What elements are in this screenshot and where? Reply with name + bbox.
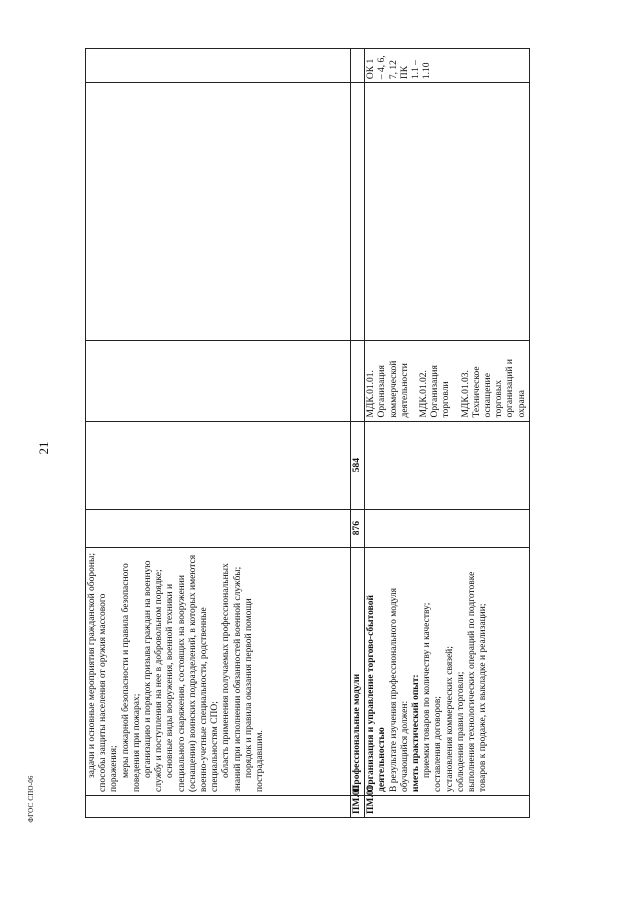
hours-mandatory-cell — [86, 421, 351, 509]
hours-total-cell — [365, 509, 530, 547]
page-number: 21 — [36, 441, 51, 455]
hours-total-cell — [86, 509, 351, 547]
content-heading: иметь практический опыт: — [411, 674, 422, 792]
content-line: меры пожарной безопасности и правила безопасного поведения при пожарах; — [120, 563, 142, 792]
content-cell — [86, 547, 351, 795]
table-row-civil-defense — [86, 49, 351, 818]
content-cell — [365, 547, 530, 795]
rotated-table-area — [85, 48, 527, 818]
content-item: приемки товаров по количеству и качеству; — [422, 602, 433, 778]
content-item: соблюдения правил торговли; — [455, 671, 466, 792]
landscape-table-wrapper — [85, 48, 527, 818]
blank-cell — [86, 83, 351, 341]
table-row-pm01 — [365, 49, 530, 818]
discipline-cell — [86, 341, 351, 421]
content-item: установления коммерческих связей; — [444, 646, 455, 792]
competency-ok: ОК 1 – 4, 6, 7, 12 — [366, 55, 399, 80]
mdk-item: МДК.01.03. Техническое оснащение торговых организаций и охрана — [460, 359, 527, 418]
mdk-item: МДК.01.02. Организация торговли — [419, 365, 452, 418]
module-title: Организация и управление торгово-сбытовой деятельностью — [366, 595, 388, 792]
blank-cell — [365, 83, 530, 341]
blank-cell — [351, 83, 365, 341]
module-title: Профессиональные модули — [351, 547, 365, 795]
content-line: задачи и основные мероприятия гражданской обороны; способы защиты населения от оружия массового поражения; — [87, 553, 120, 792]
content-line: порядок и правила оказания первой помощи пострадавшим. — [243, 598, 266, 792]
content-intro: В результате изучения профессионального модуля обучающийся должен: — [388, 588, 410, 792]
module-code: ПМ.00 — [351, 795, 365, 817]
competency-cell — [365, 49, 530, 83]
content-line: основные виды вооружения, военной техники и специального снаряжения, состоящих на вооружении (оснащении) воинских подразделений, в которых имеются военно-учетные специальности, родственные специальностям СПО; — [165, 554, 221, 792]
content-item: выполнения технологических операций по подготовке товаров к продаже, их выкладке и реализации; — [467, 571, 489, 792]
hours-mandatory: 584 — [351, 421, 365, 509]
discipline-cell — [351, 341, 365, 421]
content-line: область применения получаемых профессиональных знаний при исполнении обязанностей военной службы; — [221, 563, 243, 792]
hours-total: 876 — [351, 509, 365, 547]
competency-pk: ПК 1.1 – 1.10 — [399, 60, 433, 80]
content-line: организацию и порядок призыва граждан на военную службу и поступления на нее в добровольном порядке; — [143, 560, 165, 792]
competency-cell — [86, 49, 351, 83]
hours-mandatory-cell — [365, 421, 530, 509]
content-item: составления договоров; — [433, 696, 444, 792]
table-row-pm00 — [351, 49, 365, 818]
footer-standard-code: ФГОС СПО-06 — [27, 775, 35, 823]
competency-cell — [351, 49, 365, 83]
module-code: ПМ.01 — [365, 795, 530, 817]
mdk-cell — [365, 341, 530, 421]
mdk-item: МДК.01.01. Организация коммерческой деятельности — [366, 360, 410, 418]
curriculum-table — [85, 48, 530, 818]
code-cell — [86, 795, 351, 817]
